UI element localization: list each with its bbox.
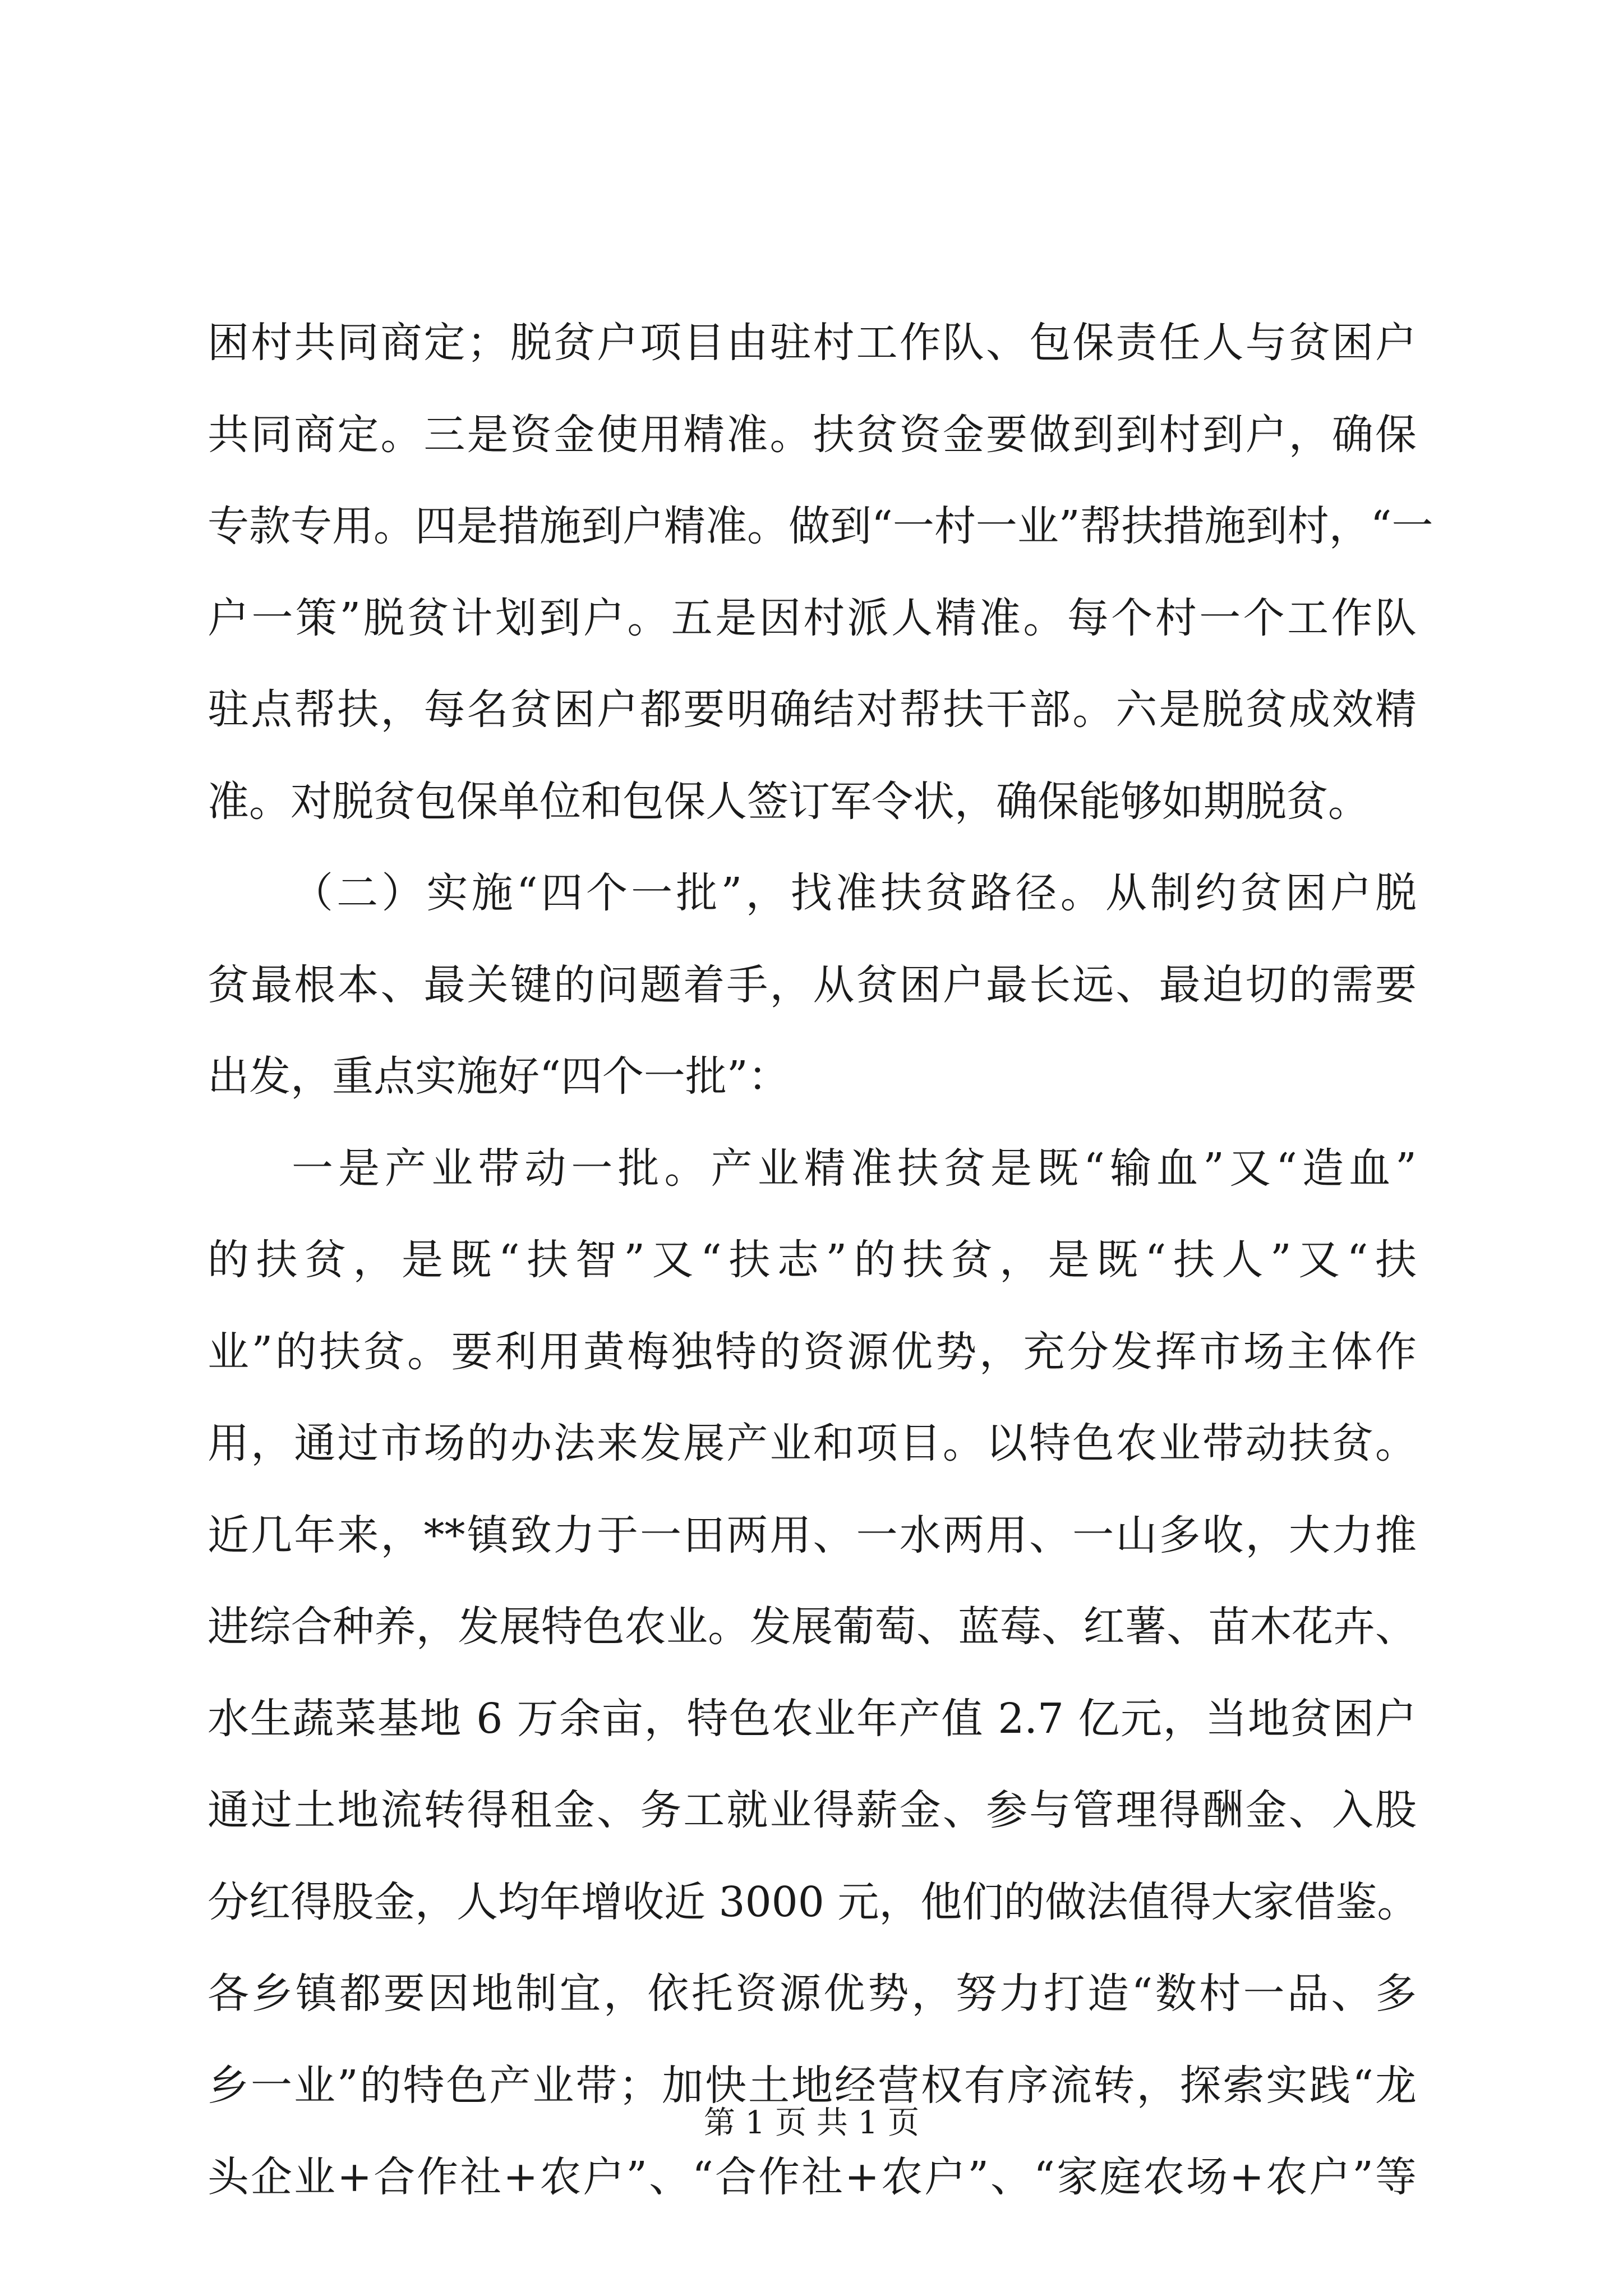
page-number-footer: 第 1 页 共 1 页 <box>703 2105 920 2141</box>
text-line: 困村共同商定；脱贫户项目由驻村工作队、包保责任人与贫困户 <box>208 319 1417 367</box>
text-line: 出发，重点实施好“四个一批”： <box>208 1052 790 1101</box>
body-text <box>208 297 1433 2224</box>
text-line: 通过土地流转得租金、务工就业得薪金、参与管理得酬金、入股 <box>208 1786 1417 1834</box>
paragraph-start-line: 一是产业带动一批。产业精准扶贫是既“输血”又“造血” <box>292 1144 1417 1193</box>
text-line: 准。对脱贫包保单位和包保人签订军令状，确保能够如期脱贫。 <box>208 777 1370 826</box>
text-line: 乡一业”的特色产业带；加快土地经营权有序流转，探索实践“龙 <box>208 2061 1417 2110</box>
text-line: 水生蔬菜基地 6 万余亩，特色农业年产值 2.7 亿元，当地贫困户 <box>208 1694 1417 1743</box>
text-line: 共同商定。三是资金使用精准。扶贫资金要做到到村到户，确保 <box>208 410 1417 459</box>
text-line: 专款专用。四是措施到户精准。做到“一村一业”帮扶措施到村，“一 <box>208 502 1433 550</box>
text-line: 的扶贫，是既“扶智”又“扶志”的扶贫，是既“扶人”又“扶 <box>208 1236 1417 1284</box>
text-line: 近几年来，**镇致力于一田两用、一水两用、一山多收，大力推 <box>208 1511 1417 1559</box>
text-line: 进综合种养，发展特色农业。发展葡萄、蓝莓、红薯、苗木花卉、 <box>208 1603 1417 1651</box>
text-line: 户一策”脱贫计划到户。五是因村派人精准。每个村一个工作队 <box>208 593 1417 642</box>
section-heading-line: （二）实施“四个一批”，找准扶贫路径。从制约贫困户脱 <box>292 869 1417 917</box>
text-line: 头企业+合作社+农户”、“合作社+农户”、“家庭农场+农户”等 <box>208 2153 1417 2201</box>
text-line: 业”的扶贫。要利用黄梅独特的资源优势，充分发挥市场主体作 <box>208 1327 1417 1376</box>
text-line: 贫最根本、最关键的问题着手，从贫困户最长远、最迫切的需要 <box>208 960 1417 1009</box>
text-line: 各乡镇都要因地制宜，依托资源优势，努力打造“数村一品、多 <box>208 1970 1417 2018</box>
text-line: 分红得股金，人均年增收近 3000 元，他们的做法值得大家借鉴。 <box>208 1878 1419 1926</box>
text-line: 用，通过市场的办法来发展产业和项目。以特色农业带动扶贫。 <box>208 1419 1417 1467</box>
text-line: 驻点帮扶，每名贫困户都要明确结对帮扶干部。六是脱贫成效精 <box>208 685 1417 734</box>
